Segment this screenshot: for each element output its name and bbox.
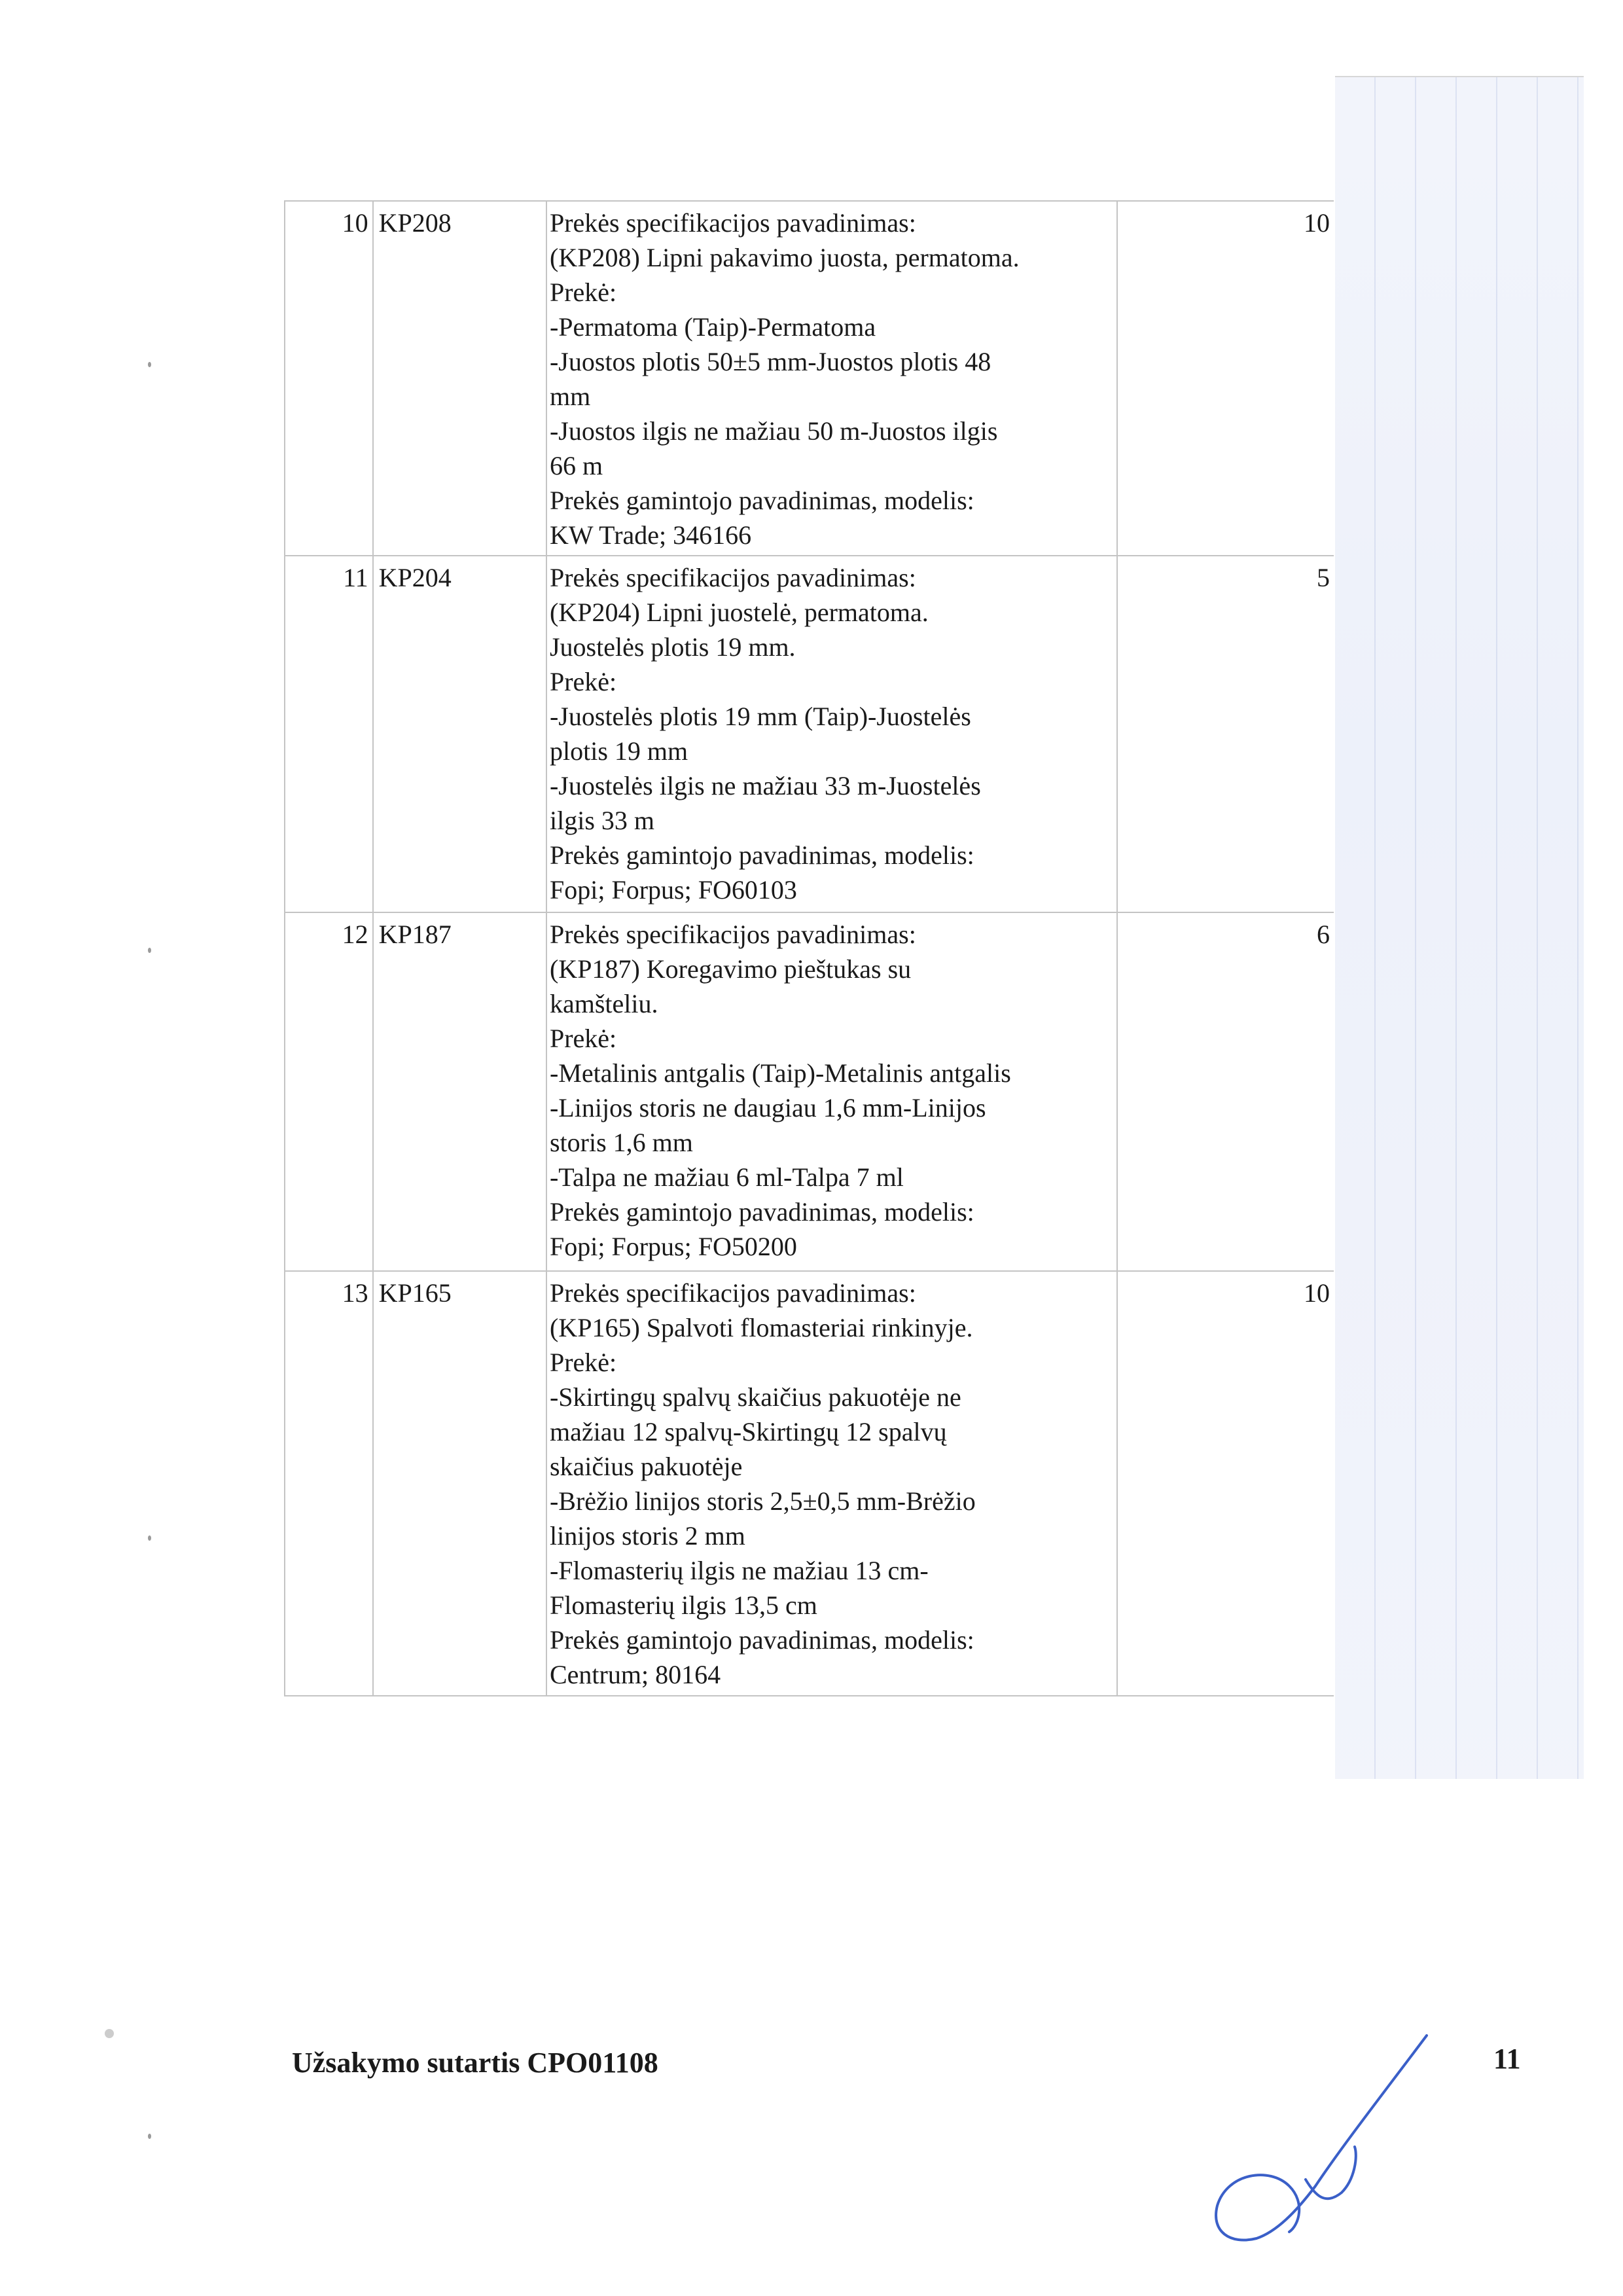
contract-label: Užsakymo sutartis CPO01108 xyxy=(292,2047,658,2079)
description-line: mažiau 12 spalvų-Skirtingų 12 spalvų xyxy=(549,1417,947,1446)
specification-table xyxy=(284,200,1334,1696)
description-line: -Metalinis antgalis (Taip)-Metalinis antgalis xyxy=(549,1058,1011,1088)
product-description xyxy=(546,201,1117,556)
description-line: -Talpa ne mažiau 6 ml-Talpa 7 ml xyxy=(549,1162,904,1192)
description-line: -Juostos ilgis ne mažiau 50 m-Juostos ilgis xyxy=(549,416,998,446)
description-line: skaičius pakuotėje xyxy=(549,1452,743,1481)
description-line: kamšteliu. xyxy=(549,989,658,1018)
product-description xyxy=(546,912,1117,1271)
quantity: 10 xyxy=(1117,201,1334,556)
product-code: KP204 xyxy=(373,556,546,912)
specification-table-body xyxy=(285,201,1334,1696)
description-line: Juostelės plotis 19 mm. xyxy=(549,632,796,662)
description-line: Prekė: xyxy=(549,1024,617,1053)
description-line: Prekė: xyxy=(549,278,617,307)
row-number: 10 xyxy=(285,201,373,556)
description-line: (KP204) Lipni juostelė, permatoma. xyxy=(549,598,929,627)
description-line: (KP165) Spalvoti flomasteriai rinkinyje. xyxy=(549,1313,973,1342)
description-line: -Linijos storis ne daugiau 1,6 mm-Linijos xyxy=(549,1093,986,1122)
description-line: (KP208) Lipni pakavimo juosta, permatoma. xyxy=(549,243,1020,272)
quantity: 6 xyxy=(1117,912,1334,1271)
table-row xyxy=(285,201,1334,556)
description-line: Prekės gamintojo pavadinimas, modelis: xyxy=(549,486,974,515)
top-rule xyxy=(1335,76,1584,77)
scan-speck xyxy=(148,362,151,367)
description-line: -Permatoma (Taip)-Permatoma xyxy=(549,312,876,342)
stamp-bleed-lines xyxy=(1335,77,1584,1779)
description-line: mm xyxy=(549,382,591,411)
description-line: Prekės specifikacijos pavadinimas: xyxy=(549,1278,916,1308)
description-line: -Skirtingų spalvų skaičius pakuotėje ne xyxy=(549,1382,961,1412)
scan-speck xyxy=(105,2029,114,2038)
product-description xyxy=(546,556,1117,912)
description-line: -Juostelės plotis 19 mm (Taip)-Juostelės xyxy=(549,702,971,731)
description-line: -Juostos plotis 50±5 mm-Juostos plotis 48 xyxy=(549,347,991,376)
description-line: Prekės gamintojo pavadinimas, modelis: xyxy=(549,840,974,870)
description-line: Prekės specifikacijos pavadinimas: xyxy=(549,563,916,592)
description-line: linijos storis 2 mm xyxy=(549,1521,745,1551)
product-code: KP187 xyxy=(373,912,546,1271)
description-line: -Flomasterių ilgis ne mažiau 13 cm- xyxy=(549,1556,929,1585)
description-line: (KP187) Koregavimo pieštukas su xyxy=(549,954,912,984)
description-line: 66 m xyxy=(549,451,603,480)
description-line: Centrum; 80164 xyxy=(549,1660,721,1689)
description-line: Prekės specifikacijos pavadinimas: xyxy=(549,208,916,238)
handwritten-signature xyxy=(1191,2016,1479,2265)
signature-stroke xyxy=(1306,2147,1356,2198)
signature-stroke xyxy=(1216,2036,1427,2240)
description-line: Fopi; Forpus; FO50200 xyxy=(549,1232,797,1261)
description-line: Prekė: xyxy=(549,667,617,696)
scan-speck xyxy=(148,1535,151,1541)
description-line: Prekės specifikacijos pavadinimas: xyxy=(549,920,916,949)
description-line: plotis 19 mm xyxy=(549,736,688,766)
product-code: KP208 xyxy=(373,201,546,556)
description-line: storis 1,6 mm xyxy=(549,1128,693,1157)
description-line: KW Trade; 346166 xyxy=(549,520,752,550)
description-line: Prekė: xyxy=(549,1348,617,1377)
description-line: Prekės gamintojo pavadinimas, modelis: xyxy=(549,1625,974,1655)
table-row xyxy=(285,556,1334,912)
scan-speck xyxy=(148,948,151,953)
row-number: 11 xyxy=(285,556,373,912)
product-description xyxy=(546,1271,1117,1696)
description-line: Flomasterių ilgis 13,5 cm xyxy=(549,1590,817,1620)
page-number: 11 xyxy=(1493,2043,1521,2075)
description-line: -Brėžio linijos storis 2,5±0,5 mm-Brėžio xyxy=(549,1486,976,1516)
quantity: 5 xyxy=(1117,556,1334,912)
description-line: ilgis 33 m xyxy=(549,806,655,835)
row-number: 12 xyxy=(285,912,373,1271)
table-row xyxy=(285,912,1334,1271)
scan-speck xyxy=(148,2134,151,2139)
row-number: 13 xyxy=(285,1271,373,1696)
quantity: 10 xyxy=(1117,1271,1334,1696)
description-line: -Juostelės ilgis ne mažiau 33 m-Juostelės xyxy=(549,771,981,800)
product-code: KP165 xyxy=(373,1271,546,1696)
description-line: Fopi; Forpus; FO60103 xyxy=(549,875,797,905)
table-row xyxy=(285,1271,1334,1696)
description-line: Prekės gamintojo pavadinimas, modelis: xyxy=(549,1197,974,1227)
